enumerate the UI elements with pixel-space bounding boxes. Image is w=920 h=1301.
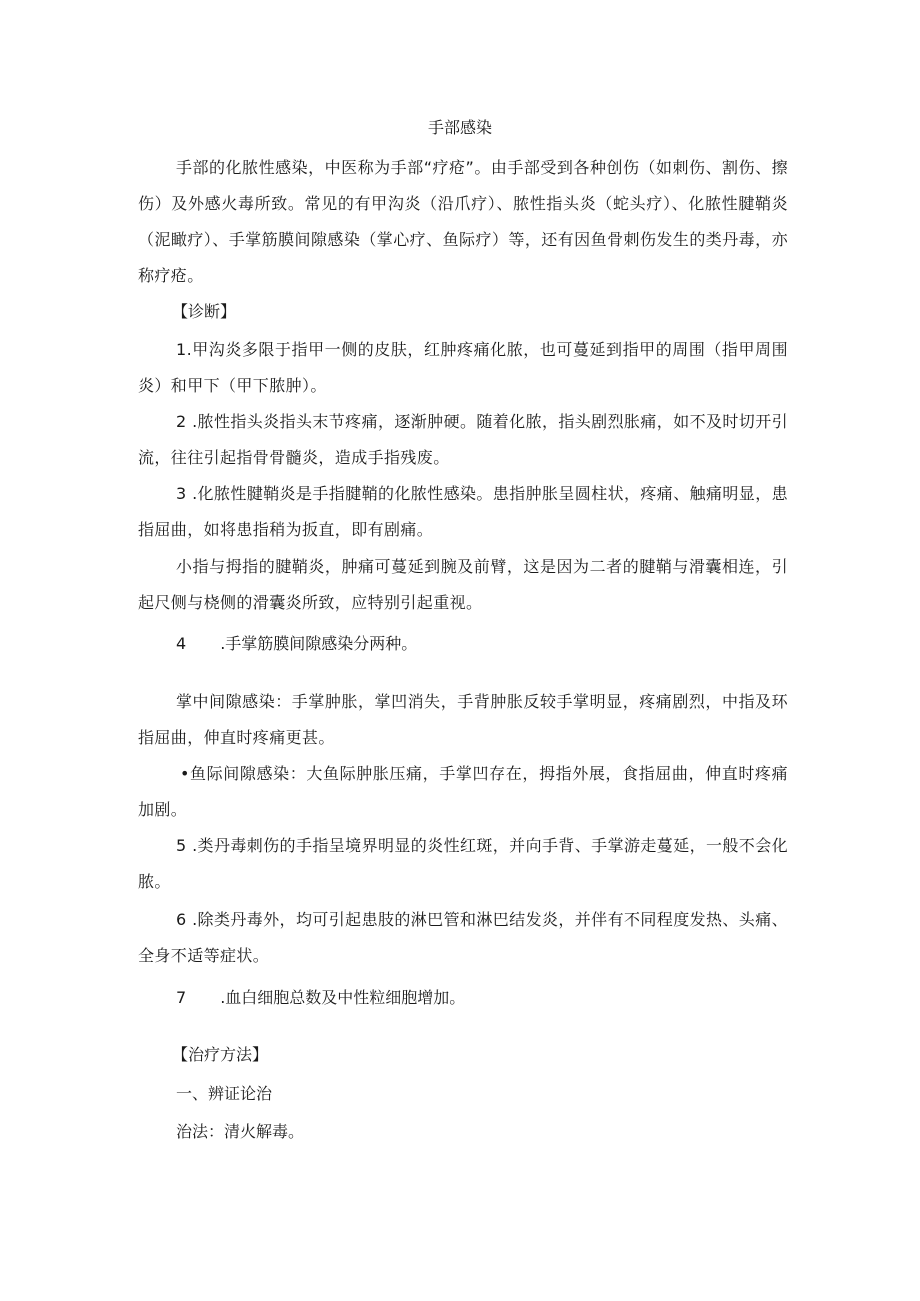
intro-paragraph: 手部的化脓性感染，中医称为手部“疗疮”。由手部受到各种创伤（如刺伤、割伤、擦伤）及外感火毒所致。常见的有甲沟炎（沿爪疗）、脓性指头炎（蛇头疗）、化脓性腱鞘炎（泥瞰疗）、手掌筋膜间隙感染（掌心疗、鱼际疗）等，还有因鱼骨刺伤发生的类丹毒，亦称疗疮。 [138, 158, 788, 285]
item-7-number: 7 [176, 988, 187, 1007]
section-heading-1: 一、辨证论治 [176, 1084, 273, 1103]
diagnosis-item-6: 6 .除类丹毒外，均可引起患肢的淋巴管和淋巴结发炎，并伴有不同程度发热、头痛、全身不适等症状。 [138, 910, 788, 965]
diagnosis-item-1: 1.甲沟炎多限于指甲一侧的皮肤，红肿疼痛化脓，也可蔓延到指甲的周围（指甲周围炎）和甲下（甲下脓肿）。 [138, 340, 788, 395]
diagnosis-item-7 [176, 986, 465, 1010]
item-4-text: .手掌筋膜间隙感染分两种。 [220, 634, 418, 653]
treatment-method: 治法：清火解毒。 [176, 1122, 305, 1141]
diagnosis-item-3: 3 .化脓性腱鞘炎是手指腱鞘的化脓性感染。患指肿胀呈圆柱状，疼痛、触痛明显，患指屈曲，如将患指稍为扳直，即有剧痛。 [138, 484, 788, 539]
diagnosis-heading: 【诊断】 [172, 302, 237, 321]
page-title: 手部感染 [427, 118, 492, 137]
diagnosis-item-3-note: 小指与拇指的腱鞘炎，肿痛可蔓延到腕及前臂，这是因为二者的腱鞘与滑囊相连，引起尺侧与桡侧的滑囊炎所致，应特别引起重视。 [138, 557, 788, 612]
treatment-heading: 【治疗方法】 [172, 1045, 269, 1064]
item-7-text: .血白细胞总数及中性粒细胞增加。 [220, 988, 466, 1007]
diagnosis-item-4b: •鱼际间隙感染：大鱼际肿胀压痛，手掌凹存在，拇指外展，食指屈曲，伸直时疼痛加剧。 [138, 764, 788, 819]
diagnosis-item-4 [176, 632, 417, 656]
diagnosis-item-5: 5 .类丹毒刺伤的手指呈境界明显的炎性红斑，并向手背、手掌游走蔓延，一般不会化脓。 [138, 836, 788, 891]
item-4-number: 4 [176, 634, 187, 653]
diagnosis-item-4a: 掌中间隙感染：手掌肿胀，掌凹消失，手背肿胀反较手掌明显，疼痛剧烈，中指及环指屈曲，伸直时疼痛更甚。 [138, 692, 788, 747]
diagnosis-item-2: 2 .脓性指头炎指头末节疼痛，逐渐肿硬。随着化脓，指头剧烈胀痛，如不及时切开引流，往往引起指骨骨髓炎，造成手指残废。 [138, 412, 788, 467]
